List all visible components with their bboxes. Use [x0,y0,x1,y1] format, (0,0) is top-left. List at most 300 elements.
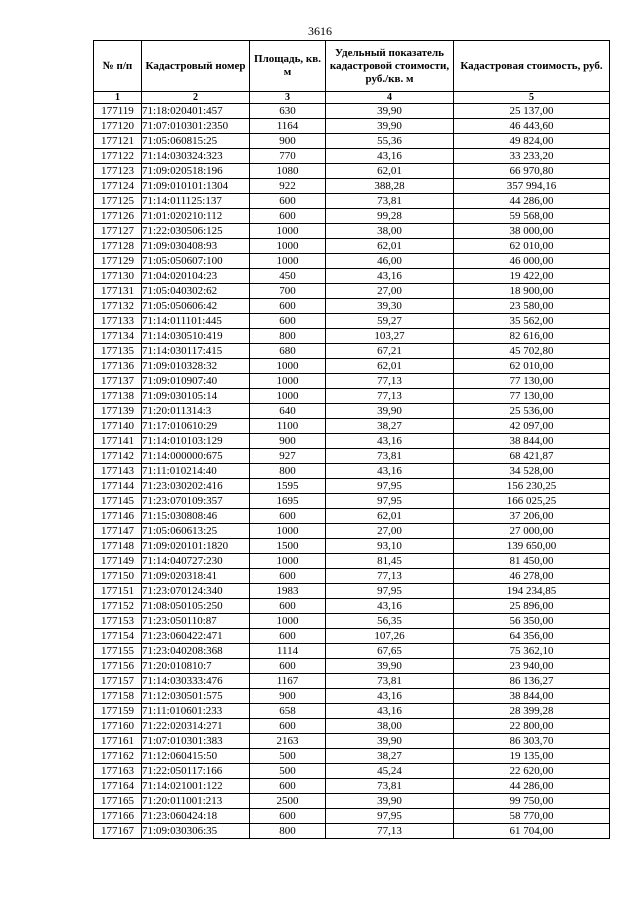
row-number-cell: 177137 [94,374,142,389]
cadastral-cost-cell: 27 000,00 [454,524,610,539]
cadastral-cost-cell: 46 278,00 [454,569,610,584]
area-cell: 600 [250,809,326,824]
cadastral-number-cell: 71:23:070124:340 [142,584,250,599]
row-number-cell: 177154 [94,629,142,644]
area-cell: 1000 [250,614,326,629]
row-number-cell: 177128 [94,239,142,254]
cadastral-number-cell: 71:07:010301:2350 [142,119,250,134]
area-cell: 922 [250,179,326,194]
table-header-row [94,41,610,92]
area-cell: 600 [250,509,326,524]
area-cell: 600 [250,659,326,674]
area-cell: 600 [250,719,326,734]
table-row [94,104,610,119]
row-number-cell: 177152 [94,599,142,614]
row-number-cell: 177165 [94,794,142,809]
cadastral-number-cell: 71:14:011101:445 [142,314,250,329]
row-number-cell: 177156 [94,659,142,674]
cadastral-number-cell: 71:14:011125:137 [142,194,250,209]
cadastral-number-cell: 71:22:020314:271 [142,719,250,734]
column-number: 2 [142,92,250,104]
cadastral-cost-cell: 56 350,00 [454,614,610,629]
cadastral-number-cell: 71:09:030408:93 [142,239,250,254]
cadastral-number-cell: 71:20:011001:213 [142,794,250,809]
unit-cost-cell: 62,01 [326,164,454,179]
cadastral-number-cell: 71:20:010810:7 [142,659,250,674]
table-row [94,299,610,314]
unit-cost-cell: 55,36 [326,134,454,149]
unit-cost-cell: 67,21 [326,344,454,359]
unit-cost-cell: 77,13 [326,374,454,389]
cadastral-number-cell: 71:09:030306:35 [142,824,250,839]
area-cell: 1167 [250,674,326,689]
unit-cost-cell: 56,35 [326,614,454,629]
unit-cost-cell: 388,28 [326,179,454,194]
row-number-cell: 177130 [94,269,142,284]
row-number-cell: 177149 [94,554,142,569]
area-cell: 500 [250,749,326,764]
area-cell: 658 [250,704,326,719]
table-row [94,434,610,449]
unit-cost-cell: 39,90 [326,104,454,119]
area-cell: 500 [250,764,326,779]
cadastral-number-cell: 71:09:020318:41 [142,569,250,584]
cadastral-number-cell: 71:05:050606:42 [142,299,250,314]
row-number-cell: 177126 [94,209,142,224]
unit-cost-cell: 43,16 [326,464,454,479]
cadastral-number-cell: 71:14:021001:122 [142,779,250,794]
area-cell: 1000 [250,524,326,539]
row-number-cell: 177161 [94,734,142,749]
cadastral-number-cell: 71:11:010214:40 [142,464,250,479]
unit-cost-cell: 59,27 [326,314,454,329]
cadastral-number-cell: 71:05:060815:25 [142,134,250,149]
table-row [94,764,610,779]
cadastral-cost-cell: 37 206,00 [454,509,610,524]
table-row [94,539,610,554]
table-row [94,524,610,539]
table-row [94,359,610,374]
cadastral-cost-cell: 62 010,00 [454,239,610,254]
row-number-cell: 177157 [94,674,142,689]
cadastral-table [93,40,610,839]
area-cell: 600 [250,314,326,329]
row-number-cell: 177136 [94,359,142,374]
area-cell: 600 [250,779,326,794]
header-cadastral-cost: Кадастровая стоимость, руб. [454,41,610,92]
cadastral-cost-cell: 38 000,00 [454,224,610,239]
row-number-cell: 177164 [94,779,142,794]
cadastral-number-cell: 71:18:020401:457 [142,104,250,119]
row-number-cell: 177131 [94,284,142,299]
unit-cost-cell: 46,00 [326,254,454,269]
cadastral-cost-cell: 86 136,27 [454,674,610,689]
table-row [94,719,610,734]
area-cell: 900 [250,689,326,704]
row-number-cell: 177121 [94,134,142,149]
area-cell: 1500 [250,539,326,554]
area-cell: 1114 [250,644,326,659]
cadastral-cost-cell: 23 940,00 [454,659,610,674]
table-row [94,209,610,224]
cadastral-number-cell: 71:07:010301:383 [142,734,250,749]
table-row [94,239,610,254]
table-row [94,659,610,674]
row-number-cell: 177160 [94,719,142,734]
cadastral-cost-cell: 38 844,00 [454,434,610,449]
cadastral-number-cell: 71:14:010103:129 [142,434,250,449]
table-row [94,689,610,704]
cadastral-number-cell: 71:23:060422:471 [142,629,250,644]
table-row [94,254,610,269]
cadastral-cost-cell: 19 135,00 [454,749,610,764]
unit-cost-cell: 38,27 [326,749,454,764]
cadastral-number-cell: 71:14:030333:476 [142,674,250,689]
table-row [94,134,610,149]
cadastral-cost-cell: 49 824,00 [454,134,610,149]
area-cell: 1695 [250,494,326,509]
cadastral-number-cell: 71:08:050105:250 [142,599,250,614]
cadastral-number-cell: 71:23:060424:18 [142,809,250,824]
unit-cost-cell: 97,95 [326,584,454,599]
row-number-cell: 177134 [94,329,142,344]
cadastral-number-cell: 71:23:030202:416 [142,479,250,494]
cadastral-cost-cell: 357 994,16 [454,179,610,194]
table-row [94,614,610,629]
cadastral-number-cell: 71:09:010328:32 [142,359,250,374]
row-number-cell: 177141 [94,434,142,449]
cadastral-cost-cell: 77 130,00 [454,389,610,404]
cadastral-number-cell: 71:09:010907:40 [142,374,250,389]
unit-cost-cell: 45,24 [326,764,454,779]
unit-cost-cell: 93,10 [326,539,454,554]
column-numbers-row [94,92,610,104]
row-number-cell: 177142 [94,449,142,464]
cadastral-number-cell: 71:23:040208:368 [142,644,250,659]
table-row [94,704,610,719]
cadastral-number-cell: 71:09:030105:14 [142,389,250,404]
table-row [94,554,610,569]
cadastral-number-cell: 71:05:050607:100 [142,254,250,269]
row-number-cell: 177153 [94,614,142,629]
table-row [94,329,610,344]
cadastral-number-cell: 71:23:070109:357 [142,494,250,509]
unit-cost-cell: 43,16 [326,704,454,719]
row-number-cell: 177150 [94,569,142,584]
header-row-number: № п/п [94,41,142,92]
table-row [94,449,610,464]
column-number: 4 [326,92,454,104]
table-row [94,284,610,299]
cadastral-cost-cell: 66 970,80 [454,164,610,179]
unit-cost-cell: 43,16 [326,149,454,164]
table-row [94,419,610,434]
area-cell: 1983 [250,584,326,599]
column-number: 1 [94,92,142,104]
cadastral-cost-cell: 38 844,00 [454,689,610,704]
area-cell: 600 [250,194,326,209]
row-number-cell: 177124 [94,179,142,194]
unit-cost-cell: 27,00 [326,284,454,299]
cadastral-number-cell: 71:14:030324:323 [142,149,250,164]
unit-cost-cell: 39,30 [326,299,454,314]
cadastral-cost-cell: 61 704,00 [454,824,610,839]
cadastral-number-cell: 71:01:020210:112 [142,209,250,224]
area-cell: 927 [250,449,326,464]
row-number-cell: 177133 [94,314,142,329]
table-row [94,569,610,584]
area-cell: 1080 [250,164,326,179]
header-cadastral-number: Кадастровый номер [142,41,250,92]
column-number: 5 [454,92,610,104]
area-cell: 1100 [250,419,326,434]
cadastral-cost-cell: 77 130,00 [454,374,610,389]
row-number-cell: 177120 [94,119,142,134]
table-row [94,194,610,209]
unit-cost-cell: 73,81 [326,194,454,209]
cadastral-number-cell: 71:09:010101:1304 [142,179,250,194]
row-number-cell: 177146 [94,509,142,524]
cadastral-cost-cell: 86 303,70 [454,734,610,749]
page-number: 3616 [308,24,332,38]
row-number-cell: 177135 [94,344,142,359]
row-number-cell: 177129 [94,254,142,269]
table-row [94,464,610,479]
cadastral-cost-cell: 59 568,00 [454,209,610,224]
row-number-cell: 177155 [94,644,142,659]
area-cell: 630 [250,104,326,119]
table-row [94,734,610,749]
cadastral-cost-cell: 81 450,00 [454,554,610,569]
unit-cost-cell: 62,01 [326,239,454,254]
cadastral-cost-cell: 99 750,00 [454,794,610,809]
cadastral-cost-cell: 42 097,00 [454,419,610,434]
cadastral-cost-cell: 35 562,00 [454,314,610,329]
area-cell: 600 [250,209,326,224]
cadastral-cost-cell: 44 286,00 [454,779,610,794]
cadastral-cost-cell: 68 421,87 [454,449,610,464]
header-unit-cost: Удельный показатель кадастровой стоимости, руб./кв. м [326,41,454,92]
cadastral-cost-cell: 194 234,85 [454,584,610,599]
table-row [94,599,610,614]
unit-cost-cell: 43,16 [326,434,454,449]
cadastral-cost-cell: 166 025,25 [454,494,610,509]
table-row [94,824,610,839]
area-cell: 1595 [250,479,326,494]
unit-cost-cell: 77,13 [326,389,454,404]
unit-cost-cell: 38,27 [326,419,454,434]
cadastral-cost-cell: 46 443,60 [454,119,610,134]
table-row [94,749,610,764]
unit-cost-cell: 39,90 [326,734,454,749]
cadastral-number-cell: 71:14:030117:415 [142,344,250,359]
unit-cost-cell: 97,95 [326,479,454,494]
table-row [94,584,610,599]
cadastral-cost-cell: 75 362,10 [454,644,610,659]
row-number-cell: 177122 [94,149,142,164]
row-number-cell: 177148 [94,539,142,554]
row-number-cell: 177138 [94,389,142,404]
area-cell: 900 [250,134,326,149]
cadastral-number-cell: 71:23:050110:87 [142,614,250,629]
area-cell: 2500 [250,794,326,809]
cadastral-cost-cell: 25 536,00 [454,404,610,419]
cadastral-number-cell: 71:09:020518:196 [142,164,250,179]
row-number-cell: 177140 [94,419,142,434]
cadastral-cost-cell: 46 000,00 [454,254,610,269]
cadastral-number-cell: 71:14:030510:419 [142,329,250,344]
row-number-cell: 177144 [94,479,142,494]
table-row [94,164,610,179]
cadastral-number-cell: 71:17:010610:29 [142,419,250,434]
table-row [94,404,610,419]
cadastral-cost-cell: 139 650,00 [454,539,610,554]
cadastral-number-cell: 71:20:011314:3 [142,404,250,419]
cadastral-cost-cell: 18 900,00 [454,284,610,299]
cadastral-number-cell: 71:15:030808:46 [142,509,250,524]
row-number-cell: 177158 [94,689,142,704]
area-cell: 2163 [250,734,326,749]
row-number-cell: 177127 [94,224,142,239]
area-cell: 1164 [250,119,326,134]
cadastral-cost-cell: 25 137,00 [454,104,610,119]
cadastral-cost-cell: 45 702,80 [454,344,610,359]
cadastral-cost-cell: 44 286,00 [454,194,610,209]
unit-cost-cell: 73,81 [326,674,454,689]
table-row [94,149,610,164]
table-row [94,179,610,194]
unit-cost-cell: 39,90 [326,404,454,419]
cadastral-cost-cell: 62 010,00 [454,359,610,374]
unit-cost-cell: 103,27 [326,329,454,344]
cadastral-cost-cell: 33 233,20 [454,149,610,164]
cadastral-cost-cell: 64 356,00 [454,629,610,644]
row-number-cell: 177125 [94,194,142,209]
area-cell: 640 [250,404,326,419]
area-cell: 1000 [250,359,326,374]
unit-cost-cell: 62,01 [326,359,454,374]
area-cell: 450 [250,269,326,284]
table-row [94,389,610,404]
area-cell: 1000 [250,254,326,269]
table-row [94,794,610,809]
unit-cost-cell: 73,81 [326,449,454,464]
unit-cost-cell: 99,28 [326,209,454,224]
row-number-cell: 177143 [94,464,142,479]
row-number-cell: 177159 [94,704,142,719]
header-area: Площадь, кв. м [250,41,326,92]
table-row [94,479,610,494]
row-number-cell: 177163 [94,764,142,779]
row-number-cell: 177167 [94,824,142,839]
area-cell: 770 [250,149,326,164]
table-row [94,494,610,509]
row-number-cell: 177119 [94,104,142,119]
unit-cost-cell: 38,00 [326,224,454,239]
unit-cost-cell: 73,81 [326,779,454,794]
row-number-cell: 177151 [94,584,142,599]
area-cell: 1000 [250,389,326,404]
cadastral-number-cell: 71:11:010601:233 [142,704,250,719]
cadastral-cost-cell: 156 230,25 [454,479,610,494]
table-row [94,644,610,659]
cadastral-number-cell: 71:04:020104:23 [142,269,250,284]
cadastral-number-cell: 71:09:020101:1820 [142,539,250,554]
table-row [94,779,610,794]
row-number-cell: 177145 [94,494,142,509]
row-number-cell: 177166 [94,809,142,824]
unit-cost-cell: 97,95 [326,809,454,824]
area-cell: 600 [250,629,326,644]
unit-cost-cell: 77,13 [326,569,454,584]
unit-cost-cell: 43,16 [326,689,454,704]
cadastral-number-cell: 71:14:040727:230 [142,554,250,569]
unit-cost-cell: 67,65 [326,644,454,659]
area-cell: 1000 [250,239,326,254]
unit-cost-cell: 77,13 [326,824,454,839]
cadastral-cost-cell: 58 770,00 [454,809,610,824]
unit-cost-cell: 39,90 [326,119,454,134]
cadastral-number-cell: 71:12:030501:575 [142,689,250,704]
table-row [94,509,610,524]
cadastral-number-cell: 71:05:040302:62 [142,284,250,299]
unit-cost-cell: 81,45 [326,554,454,569]
unit-cost-cell: 27,00 [326,524,454,539]
cadastral-cost-cell: 25 896,00 [454,599,610,614]
cadastral-cost-cell: 19 422,00 [454,269,610,284]
area-cell: 900 [250,434,326,449]
cadastral-cost-cell: 28 399,28 [454,704,610,719]
table-row [94,269,610,284]
cadastral-number-cell: 71:22:030506:125 [142,224,250,239]
cadastral-cost-cell: 22 620,00 [454,764,610,779]
unit-cost-cell: 39,90 [326,794,454,809]
area-cell: 1000 [250,554,326,569]
unit-cost-cell: 43,16 [326,269,454,284]
unit-cost-cell: 43,16 [326,599,454,614]
table-row [94,809,610,824]
area-cell: 600 [250,299,326,314]
table-row [94,224,610,239]
cadastral-cost-cell: 34 528,00 [454,464,610,479]
row-number-cell: 177147 [94,524,142,539]
area-cell: 700 [250,284,326,299]
area-cell: 1000 [250,374,326,389]
unit-cost-cell: 39,90 [326,659,454,674]
table-row [94,674,610,689]
row-number-cell: 177132 [94,299,142,314]
area-cell: 800 [250,824,326,839]
table-row [94,374,610,389]
area-cell: 680 [250,344,326,359]
area-cell: 800 [250,464,326,479]
table-row [94,314,610,329]
area-cell: 800 [250,329,326,344]
cadastral-cost-cell: 23 580,00 [454,299,610,314]
unit-cost-cell: 62,01 [326,509,454,524]
cadastral-cost-cell: 82 616,00 [454,329,610,344]
cadastral-number-cell: 71:22:050117:166 [142,764,250,779]
cadastral-number-cell: 71:14:000000:675 [142,449,250,464]
row-number-cell: 177139 [94,404,142,419]
table-body [94,104,610,839]
area-cell: 600 [250,569,326,584]
cadastral-number-cell: 71:05:060613:25 [142,524,250,539]
column-number: 3 [250,92,326,104]
unit-cost-cell: 107,26 [326,629,454,644]
area-cell: 600 [250,599,326,614]
unit-cost-cell: 38,00 [326,719,454,734]
